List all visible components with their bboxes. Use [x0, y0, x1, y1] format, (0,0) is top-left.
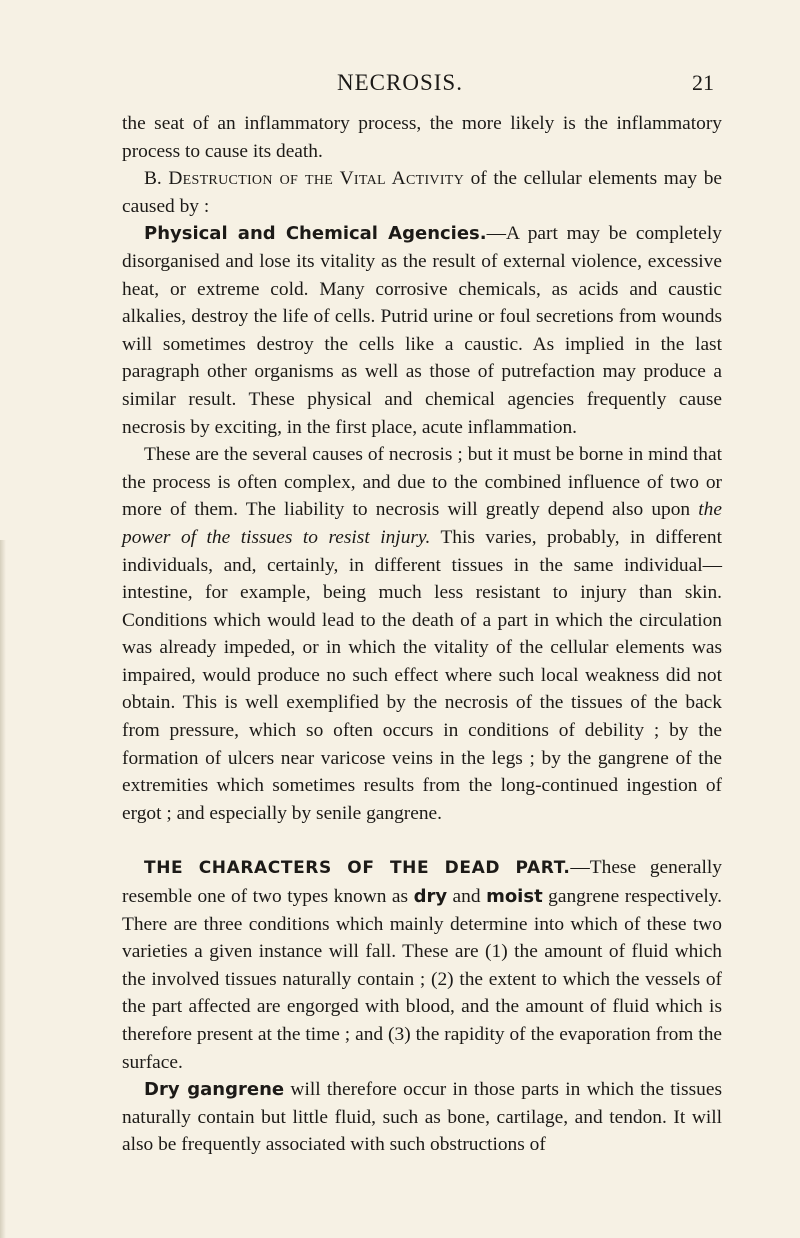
- page-header: [0, 62, 800, 102]
- paragraph-several-causes: These are the several causes of necrosis ; but it must be borne in mind that the process is often complex, and due to the combined influence of two or more of them. The liability to necrosis will greatly depend also upon the power of the tissues to resist injury. This varies, probably, in different individuals, and, certainly, in different tissues in the same individual—intestine, for example, being much less resistant to injury than skin. Conditions which would lead to the death of a part in which the circulation was already impeded, or in which the vitality of the cellular elements was impaired, would produce no such effect where such local weakness did not obtain. This is well exemplified by the necrosis of the tissues of the back from pressure, which so often occurs in conditions of debility ; by the formation of ulcers near varicose veins in the legs ; by the gangrene of the extremities which sometimes results from the long-continued ingestion of ergot ; and especially by senile gangrene.: [122, 444, 722, 824]
- paragraph-characters: THE CHARACTERS OF THE DEAD PART.—These generally resemble one of two types known as dry and moist gangrene respectively. There are three conditions which mainly determine into which of these two varieties a given instance will fall. These are (1) the amount of fluid which the involved tissues naturally contain ; (2) the extent to which the vessels of the part affected are engorged with blood, and the amount of fluid which is therefore present at the time ; and (3) the rapidity of the evaporation from the surface.: [122, 857, 723, 1073]
- page-number: 21: [692, 70, 714, 95]
- bold-heading-physical-chemical: Physical and Chemical Agencies.: [144, 223, 487, 245]
- running-head: NECROSIS.: [337, 70, 463, 95]
- small-caps-heading: Destruction of the Vital Activity: [168, 168, 465, 190]
- paragraph-destruction: B. Destruction of the Vital Activity of the cellular elements may be caused by :: [122, 168, 722, 217]
- bold-heading-dry-gangrene: Dry gangrene: [144, 1079, 285, 1101]
- paragraph-physical-chemical: Physical and Chemical Agencies.—A part may be completely disorganised and lose its vitality as the result of external violence, excessive heat, or extreme cold. Many corrosive chemicals, as acids and caustic alkalies, destroy the life of cells. Putrid urine or foul secretions from wounds will sometimes destroy the cells like a caustic. As implied in the last paragraph other organisms as well as those of putrefaction may produce a similar result. These physical and chemical agencies frequently cause necrosis by exciting, in the first place, acute inflammation.: [122, 223, 722, 438]
- bold-term-moist: moist: [486, 886, 543, 908]
- page-body: [122, 110, 722, 1159]
- bold-term-dry: dry: [413, 886, 448, 908]
- page-edge-shadow: [0, 540, 6, 1238]
- italic-phrase: the power of the tissues to resist injury.: [122, 499, 722, 548]
- paragraph-dry-gangrene: Dry gangrene will therefore occur in those parts in which the tissues naturally contain but little fluid, such as bone, cartilage, and tendon. It will also be frequently associated with such obstructions of: [122, 1079, 722, 1156]
- paragraph-continuation: the seat of an inflammatory process, the more likely is the inflammatory process to cause its death.: [122, 113, 722, 162]
- section-gap: [122, 827, 722, 854]
- section-heading-characters: THE CHARACTERS OF THE DEAD PART.: [144, 858, 571, 879]
